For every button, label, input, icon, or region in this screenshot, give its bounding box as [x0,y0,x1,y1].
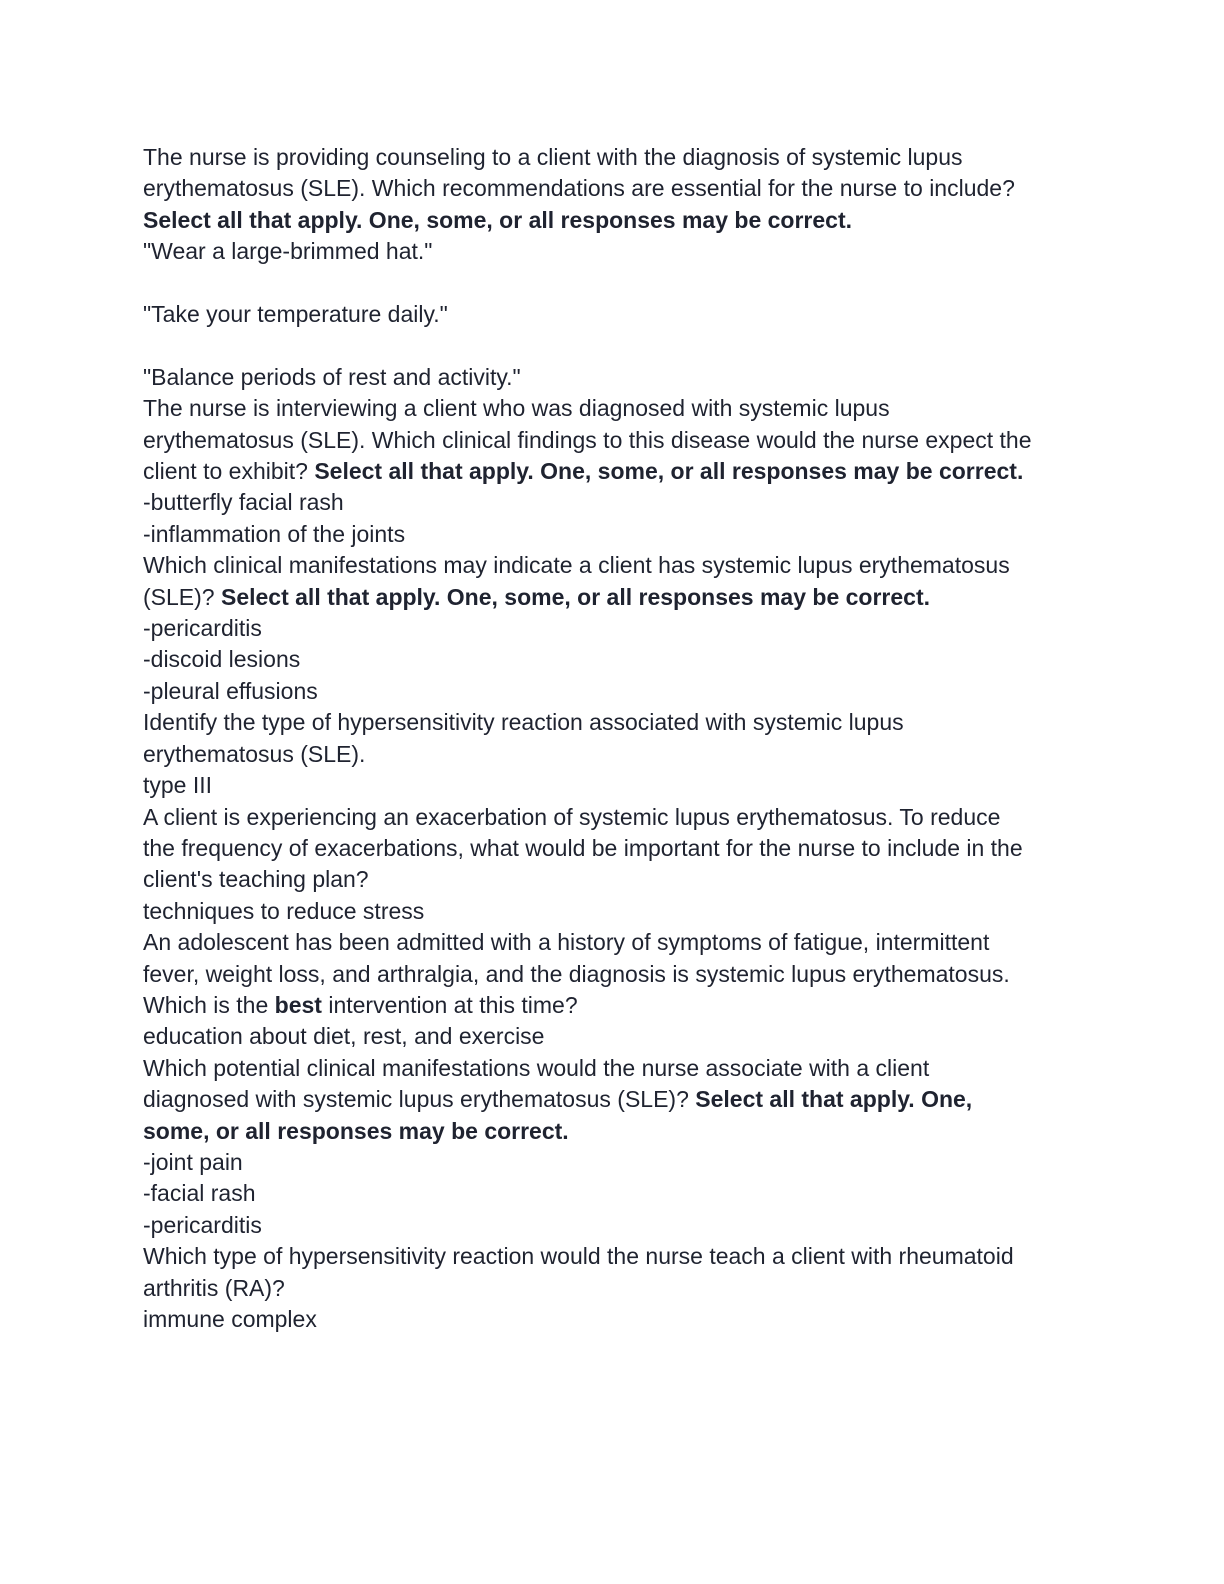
question-text: A client is experiencing an exacerbation of systemic lupus erythematosus. To reduce [143,803,1001,830]
question-text: the frequency of exacerbations, what would be important for the nurse to include in the [143,834,1023,861]
question-1 [143,142,1078,393]
question-text-part: (SLE)? [143,583,221,610]
instruction-bold: Select all that apply. One, some, or all responses may be correct. [143,206,853,233]
answer-item: -joint pain [143,1148,243,1175]
instruction-text [143,205,1078,236]
emphasis-bold: best [274,991,322,1018]
question-3 [143,550,1078,707]
question-text: Which clinical manifestations may indicate a client has systemic lupus erythematosus [143,552,1010,579]
question-text: An adolescent has been admitted with a history of symptoms of fatigue, intermittent [143,929,990,956]
question-text: erythematosus (SLE). [143,740,366,767]
answer-item: -facial rash [143,1180,256,1207]
question-text [143,1084,1078,1115]
question-text-part: Which is the [143,991,275,1018]
question-7 [143,1053,1078,1241]
question-text-part: diagnosed with systemic lupus erythematosus (SLE)? [143,1086,696,1113]
answer-item: -pleural effusions [143,677,318,704]
instruction-bold: Select all that apply. One, [695,1086,973,1113]
question-text: client's teaching plan? [143,866,369,893]
question-5 [143,802,1078,928]
question-text: Identify the type of hypersensitivity reaction associated with systemic lupus [143,709,904,736]
question-text: fever, weight loss, and arthralgia, and the diagnosis is systemic lupus erythematosus. [143,960,1010,987]
instruction-text [143,1116,1078,1147]
question-text: The nurse is interviewing a client who was diagnosed with systemic lupus [143,395,890,422]
question-text-part: intervention at this time? [321,991,578,1018]
answer-item: type III [143,772,213,799]
instruction-bold: Select all that apply. One, some, or all responses may be correct. [314,458,1024,485]
instruction-bold: some, or all responses may be correct. [143,1117,569,1144]
document-page [143,142,1078,1335]
question-8 [143,1241,1078,1335]
spacer [143,268,1078,299]
question-text [143,990,1078,1021]
question-text [143,456,1078,487]
question-text [143,582,1078,613]
spacer [143,330,1078,361]
answer-item: immune complex [143,1306,317,1332]
question-text: arthritis (RA)? [143,1274,285,1301]
question-6 [143,927,1078,1053]
question-text: The nurse is providing counseling to a client with the diagnosis of systemic lupus [143,144,963,170]
answer-item: -inflammation of the joints [143,520,406,547]
answer-item: "Balance periods of rest and activity." [143,363,521,390]
question-text: erythematosus (SLE). Which recommendations are essential for the nurse to include? [143,175,1015,202]
answer-item: -pericarditis [143,1211,262,1238]
question-text: Which type of hypersensitivity reaction would the nurse teach a client with rheumatoid [143,1243,1014,1270]
question-2 [143,393,1078,550]
answer-item: techniques to reduce stress [143,897,425,924]
question-4 [143,707,1078,801]
answer-item: "Wear a large-brimmed hat." [143,238,433,265]
answer-item: -pericarditis [143,615,262,642]
answer-item: -butterfly facial rash [143,489,344,516]
answer-item: education about diet, rest, and exercise [143,1023,545,1050]
instruction-bold: Select all that apply. One, some, or all responses may be correct. [220,583,930,610]
answer-item: "Take your temperature daily." [143,301,448,328]
answer-item: -discoid lesions [143,646,301,673]
question-text-part: client to exhibit? [143,458,315,485]
question-text: erythematosus (SLE). Which clinical findings to this disease would the nurse expect the [143,426,1032,453]
question-text: Which potential clinical manifestations would the nurse associate with a client [143,1054,930,1081]
